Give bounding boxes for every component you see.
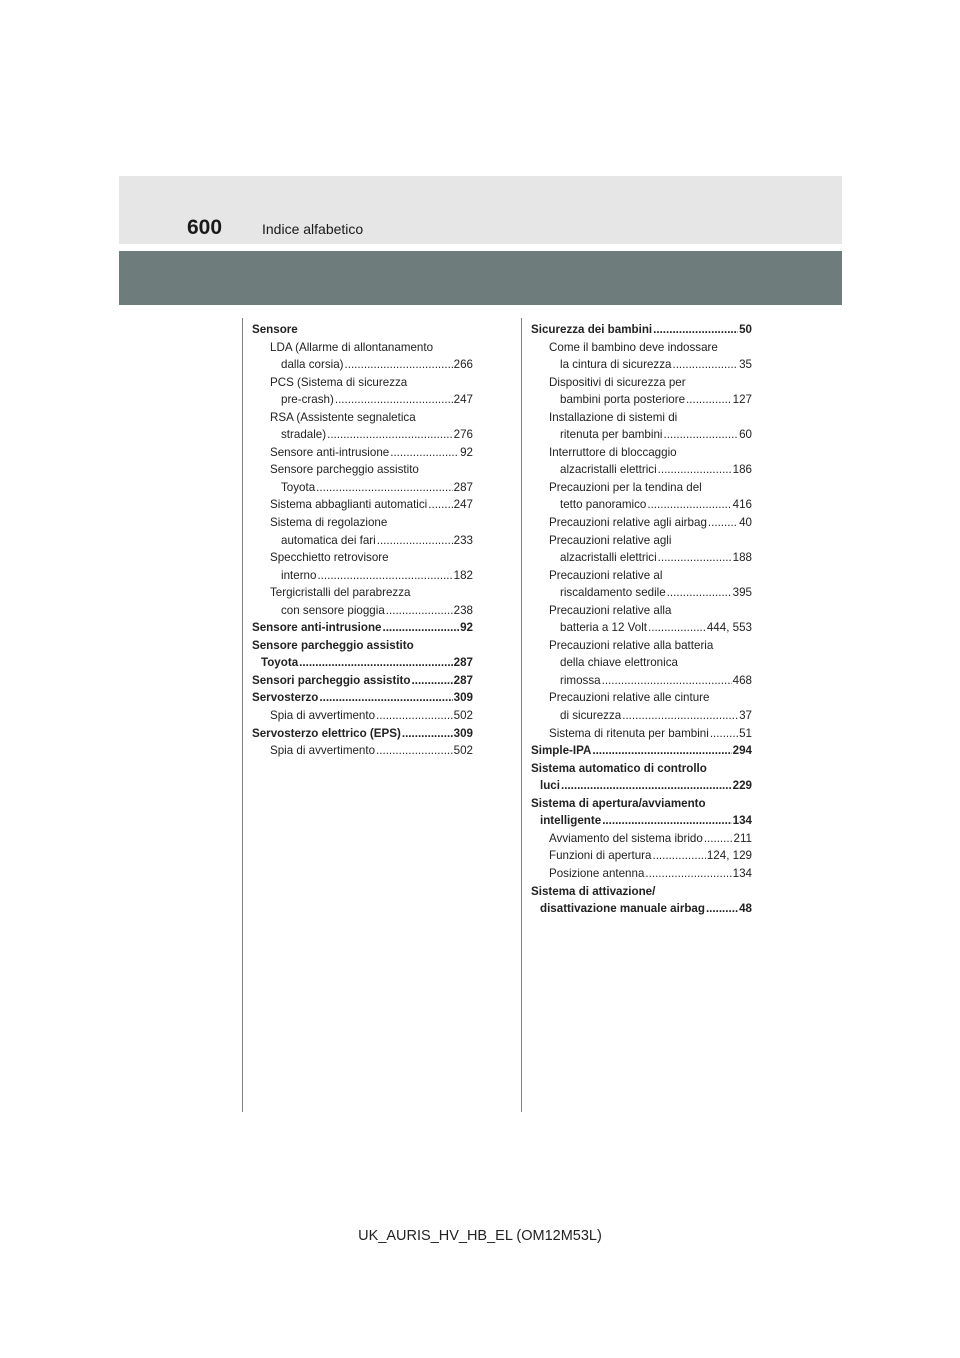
section-title: Indice alfabetico [262,221,364,237]
page-ref[interactable]: 238 [453,603,473,617]
index-heading: Sensore [252,323,298,336]
index-entry: alzacristalli elettrici ..... 188 [531,549,752,567]
page-ref[interactable]: 233 [453,533,473,547]
page-ref[interactable]: 247 [453,393,473,407]
index-entry: stradale) ..... 276 [252,426,473,444]
index-entry: interno ..... 182 [252,567,473,585]
header-band [119,251,842,305]
index-heading-entry: Servosterzo ..... 309 [252,689,473,707]
index-entry: la cintura di sicurezza ..... 35 [531,356,752,374]
index-entry: alzacristalli elettrici ..... 186 [531,461,752,479]
page-ref[interactable]: 60 [739,428,752,442]
index-heading-entry: intelligente ..... 134 [531,812,752,830]
index-entry: ritenuta per bambini ..... 60 [531,426,752,444]
index-column-right [531,321,752,918]
page-number: 600 [187,216,223,239]
index-entry: riscaldamento sedile ..... 395 [531,584,752,602]
index-entry: Spia di avvertimento ..... 502 [252,742,473,760]
page-ref[interactable]: 35 [739,358,752,372]
page-ref[interactable]: 309 [453,726,473,740]
page-ref[interactable]: 229 [732,779,752,793]
index-entry-line: RSA (Assistente segnaletica [270,410,416,424]
index-heading: Sensore parcheggio assistito [252,638,414,652]
page-ref[interactable]: 287 [453,480,473,494]
index-heading-entry: Simple-IPA ..... 294 [531,742,752,760]
index-entry-line: Precauzioni per la tendina del [549,480,702,494]
page-ref[interactable]: 416 [732,498,752,512]
left-column-rule [242,318,243,1112]
index-entry: di sicurezza ..... 37 [531,707,752,725]
page-ref[interactable]: 266 [453,358,473,372]
index-entry-line: Precauzioni relative alla batteria [549,638,714,652]
index-entry: Toyota ..... 287 [252,479,473,497]
index-entry: Sistema di ritenuta per bambini ..... 51 [531,725,752,743]
page-ref[interactable]: 186 [732,463,752,477]
index-entry: tetto panoramico ..... 416 [531,496,752,514]
page-ref[interactable]: 127 [732,393,752,407]
index-entry-line: LDA (Allarme di allontanamento [270,340,434,354]
page-ref[interactable]: 37 [739,709,752,723]
page-ref[interactable]: 309 [453,691,473,705]
index-entry-line: Precauzioni relative agli [549,533,672,547]
page-ref[interactable]: 50 [739,323,752,336]
index-heading-entry: Sensori parcheggio assistito ..... 287 [252,672,473,690]
page-ref[interactable]: 444, 553 [706,621,752,635]
page-ref[interactable]: 40 [739,516,752,530]
index-entry: Avviamento del sistema ibrido ..... 211 [531,830,752,848]
page-ref[interactable]: 294 [732,744,752,758]
page-ref[interactable]: 134 [732,866,752,880]
index-column-left [252,321,473,760]
page-ref[interactable]: 502 [453,709,473,723]
page-ref[interactable]: 247 [453,498,473,512]
index-entry: Precauzioni relative agli airbag ..... 40 [531,514,752,532]
page-ref[interactable]: 468 [732,673,752,687]
index-entry: dalla corsia) ..... 266 [252,356,473,374]
header-top-bar [119,176,842,244]
page-ref[interactable]: 395 [732,586,752,600]
middle-column-rule [521,318,522,1112]
index-entry-line: Interruttore di bloccaggio [549,445,677,459]
page-ref[interactable]: 51 [739,726,752,740]
index-heading: Sistema di apertura/avviamento [531,796,706,810]
index-entry-line: Tergicristalli del parabrezza [270,586,411,600]
page-ref[interactable]: 502 [453,744,473,758]
index-entry: automatica dei fari ..... 233 [252,532,473,550]
index-entry: batteria a 12 Volt ..... 444, 553 [531,619,752,637]
index-entry-line: Precauzioni relative alle cinture [549,691,710,705]
index-entry: Sensore anti-intrusione ..... 92 [252,444,473,462]
page-ref[interactable]: 92 [460,621,473,635]
index-heading-entry: Servosterzo elettrico (EPS) ..... 309 [252,725,473,743]
page-ref[interactable]: 211 [733,831,752,845]
index-entry-line: Dispositivi di sicurezza per [549,375,686,389]
index-entry: pre-crash) ..... 247 [252,391,473,409]
index-entry: rimossa ..... 468 [531,672,752,690]
page-ref[interactable]: 134 [732,814,752,828]
page-ref[interactable]: 276 [453,428,473,442]
index-entry-line: Specchietto retrovisore [270,551,389,565]
index-entry: bambini porta posteriore ..... 127 [531,391,752,409]
index-entry: Sistema abbaglianti automatici ..... 247 [252,496,473,514]
index-entry-line: Installazione di sistemi di [549,410,678,424]
page-ref[interactable]: 124, 129 [706,849,752,863]
page-ref[interactable]: 188 [732,551,752,565]
index-heading-entry: Sensore anti-intrusione ..... 92 [252,619,473,637]
document-code-footer: UK_AURIS_HV_HB_EL (OM12M53L) [358,1228,602,1244]
index-entry-line: della chiave elettronica [560,656,678,670]
index-entry-line: Precauzioni relative alla [549,603,672,617]
page-ref[interactable]: 48 [739,902,752,916]
index-entry: Posizione antenna ..... 134 [531,865,752,883]
page-ref[interactable]: 287 [453,656,473,670]
index-heading: Sistema di attivazione/ [531,884,656,898]
index-heading-entry: luci ..... 229 [531,777,752,795]
index-heading: Sistema automatico di controllo [531,761,707,775]
index-heading-entry: Sicurezza dei bambini ..... 50 [531,321,752,339]
index-entry-line: Come il bambino deve indossare [549,340,718,354]
index-entry-line: PCS (Sistema di sicurezza [270,375,408,389]
index-entry: con sensore pioggia ..... 238 [252,602,473,620]
index-entry: Funzioni di apertura ..... 124, 129 [531,847,752,865]
index-entry-line: Precauzioni relative al [549,568,663,582]
index-entry-line: Sistema di regolazione [270,516,388,530]
page-ref[interactable]: 182 [453,568,473,582]
page-ref[interactable]: 92 [460,445,473,459]
page-ref[interactable]: 287 [453,673,473,687]
index-entry-line: Sensore parcheggio assistito [270,463,419,477]
index-heading-entry: Toyota ..... 287 [252,654,473,672]
index-entry: Spia di avvertimento ..... 502 [252,707,473,725]
index-heading-entry: disattivazione manuale airbag ..... 48 [531,900,752,918]
